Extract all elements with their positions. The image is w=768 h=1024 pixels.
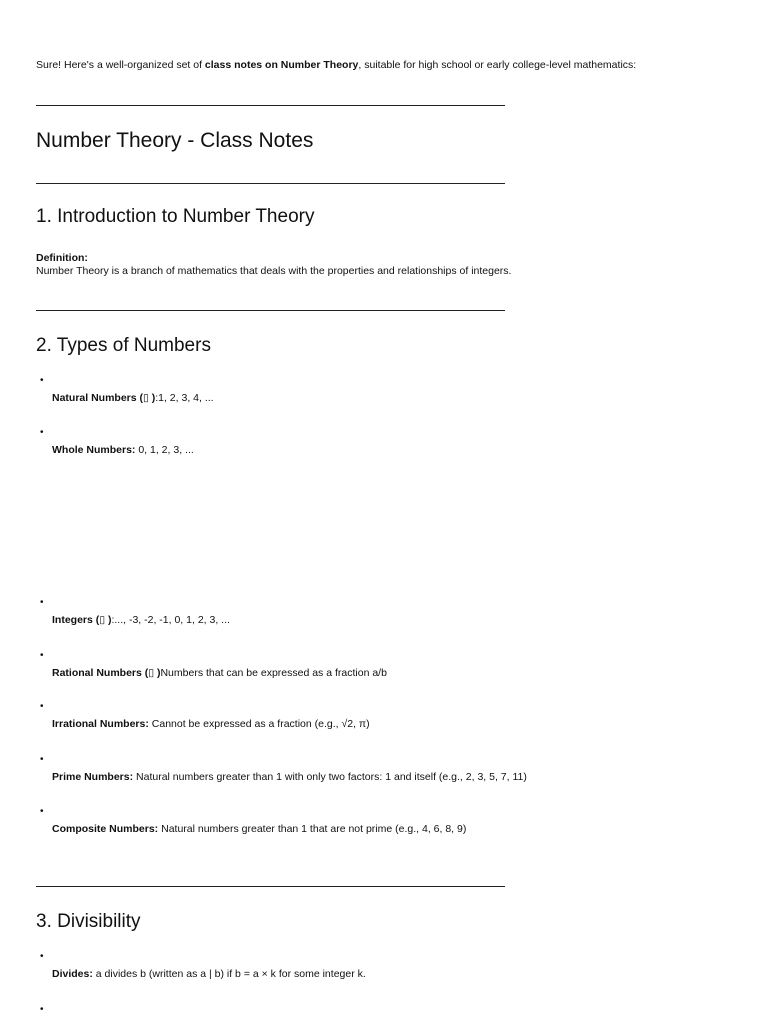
horizontal-rule	[36, 183, 505, 184]
bullet-icon: •	[40, 597, 44, 608]
bullet-icon: •	[40, 650, 44, 661]
bullet-icon: •	[40, 951, 44, 962]
list-item: Prime Numbers: Natural numbers greater than 1 with only two factors: 1 and itself (e.g., 2, 3, 5, 7, 11)	[52, 771, 527, 783]
intro-paragraph	[36, 58, 636, 72]
list-item: Rational Numbers (▯ )Numbers that can be expressed as a fraction a/b	[52, 667, 387, 679]
section-heading-types: 2. Types of Numbers	[36, 335, 211, 356]
page-title: Number Theory - Class Notes	[36, 129, 314, 152]
bullet-icon: •	[40, 754, 44, 765]
horizontal-rule	[36, 886, 505, 887]
horizontal-rule	[36, 105, 505, 106]
bullet-icon: •	[40, 1004, 44, 1015]
bullet-icon: •	[40, 375, 44, 386]
bullet-icon: •	[40, 427, 44, 438]
bullet-icon: •	[40, 701, 44, 712]
list-item: Irrational Numbers: Cannot be expressed as a fraction (e.g., √2, π)	[52, 718, 370, 730]
list-item: Natural Numbers (▯ ):1, 2, 3, 4, ...	[52, 392, 214, 404]
definition-text: Number Theory is a branch of mathematics that deals with the properties and relationships of integers.	[36, 265, 512, 277]
list-item: Divides: a divides b (written as a | b) if b = a × k for some integer k.	[52, 968, 366, 980]
list-item: Composite Numbers: Natural numbers greater than 1 that are not prime (e.g., 4, 6, 8, 9)	[52, 823, 467, 835]
bullet-icon: •	[40, 806, 44, 817]
definition-label: Definition:	[36, 252, 88, 264]
horizontal-rule	[36, 310, 505, 311]
intro-lead: Sure! Here's a well-organized set of	[36, 59, 205, 71]
list-item: Integers (▯ ):..., -3, -2, -1, 0, 1, 2, 3, ...	[52, 614, 230, 626]
section-heading-divisibility: 3. Divisibility	[36, 911, 141, 932]
intro-tail: , suitable for high school or early college-level mathematics:	[358, 59, 637, 71]
list-item: Whole Numbers: 0, 1, 2, 3, ...	[52, 444, 194, 456]
section-heading-introduction: 1. Introduction to Number Theory	[36, 206, 315, 227]
intro-strong: class notes on Number Theory	[204, 59, 359, 71]
